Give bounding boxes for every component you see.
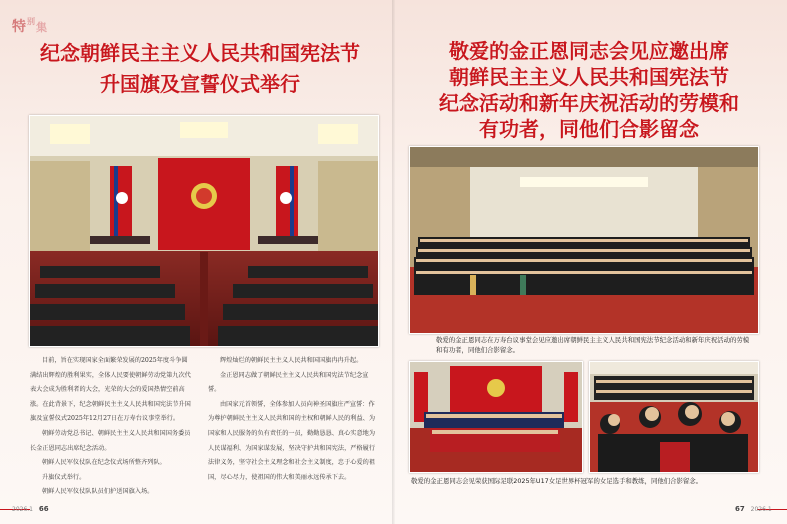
page-number: 67 [735,505,745,513]
paragraph: 朝鲜人民军仪仗队队员们护送国旗入场。 [42,488,154,496]
right-footer [735,505,772,516]
left-article-title [22,38,378,100]
right-title-line: 敬爱的金正恩同志会见应邀出席 [449,39,729,63]
paragraph: 目前，旨在实现国家全面繁荣发展的2025年度斗争圆满结出辉煌的胜利果实，全体人民要使朝鲜劳动党第九次代表大会成为胜利者的大会，光荣的大会的爱国热情空前高涨。在此背景下，纪念朝鲜民主主义人民共和国宪法节升国旗及宣誓仪式2025年12月27日在万寿台议事堂举行。 [30,357,191,423]
paragraph: 辉煌灿烂的朝鲜民主主义人民共和国国旗冉冉升起。 [220,357,363,364]
main-photo-caption: 敬爱的金正恩同志在万寿台议事堂会见应邀出席朝鲜民主主义人民共和国宪法节纪念活动和新年庆祝活动的劳模和有功者，同他们合影留念。 [436,336,750,354]
issue-label: 2026.1 [750,506,772,513]
issue-label: 2026.1 [12,506,33,513]
section-mark: 特$^别$集 [12,17,48,35]
paragraph: 由国家元首领誓，全体参加人员向神圣国旗庄严宣誓：作为尊护朝鲜民主主义人民共和国的主权和朝鲜人民的利益、为国家和人民服务的负有责任的一员，勤勤恳恳、真心实意地为人民谋福利、为国家谋发展，坚决守护共和国宪法，严格履行法律义务，坚守社会主义理念和社会主义制度，忠于心爱的祖国，尽心尽力，使祖国的伟大和美丽永远传承下去。 [208,400,376,481]
left-title-line-1: 纪念朝鲜民主主义人民共和国宪法节 [40,41,360,65]
right-title-line: 有功者，同他们合影留念 [479,117,699,141]
page-number: 66 [38,505,49,513]
page-gutter [392,0,395,524]
group-photo-main [409,146,759,334]
left-title-line-2: 升国旗及宣誓仪式举行 [100,72,300,96]
team-photo-image [410,362,582,472]
left-footer [12,505,49,516]
football-team-photo [409,361,583,473]
paragraph: 朝鲜人民军仪仗队在纪念仪式场所整齐列队。 [42,459,166,467]
handshake-photo [589,361,759,473]
right-title-line: 朝鲜民主主义人民共和国宪法节 [449,65,729,89]
paragraph: 升旗仪式举行。 [42,473,86,481]
left-body-col-1 [30,354,193,500]
paragraph: 朝鲜劳动党总书记、朝鲜民主主义人民共和国国务委员长金正恩同志出席纪念活动。 [30,429,191,452]
left-body-col-2 [208,354,376,485]
hall-ceremony-image [30,116,378,346]
flag-hall-photo [29,115,379,347]
paragraph: 金正恩同志做了朝鲜民主主义人民共和国宪法节纪念宣誓。 [208,371,369,394]
bottom-photo-caption: 敬爱的金正恩同志会见荣获国际足联2025年U17女足世界杯冠军的女足选手和教练，同他们合影留念。 [411,477,703,485]
handshake-image [590,362,758,472]
group-photo-image [410,147,758,333]
right-article-title [410,38,768,142]
right-title-line: 纪念活动和新年庆祝活动的劳模和 [439,91,739,115]
